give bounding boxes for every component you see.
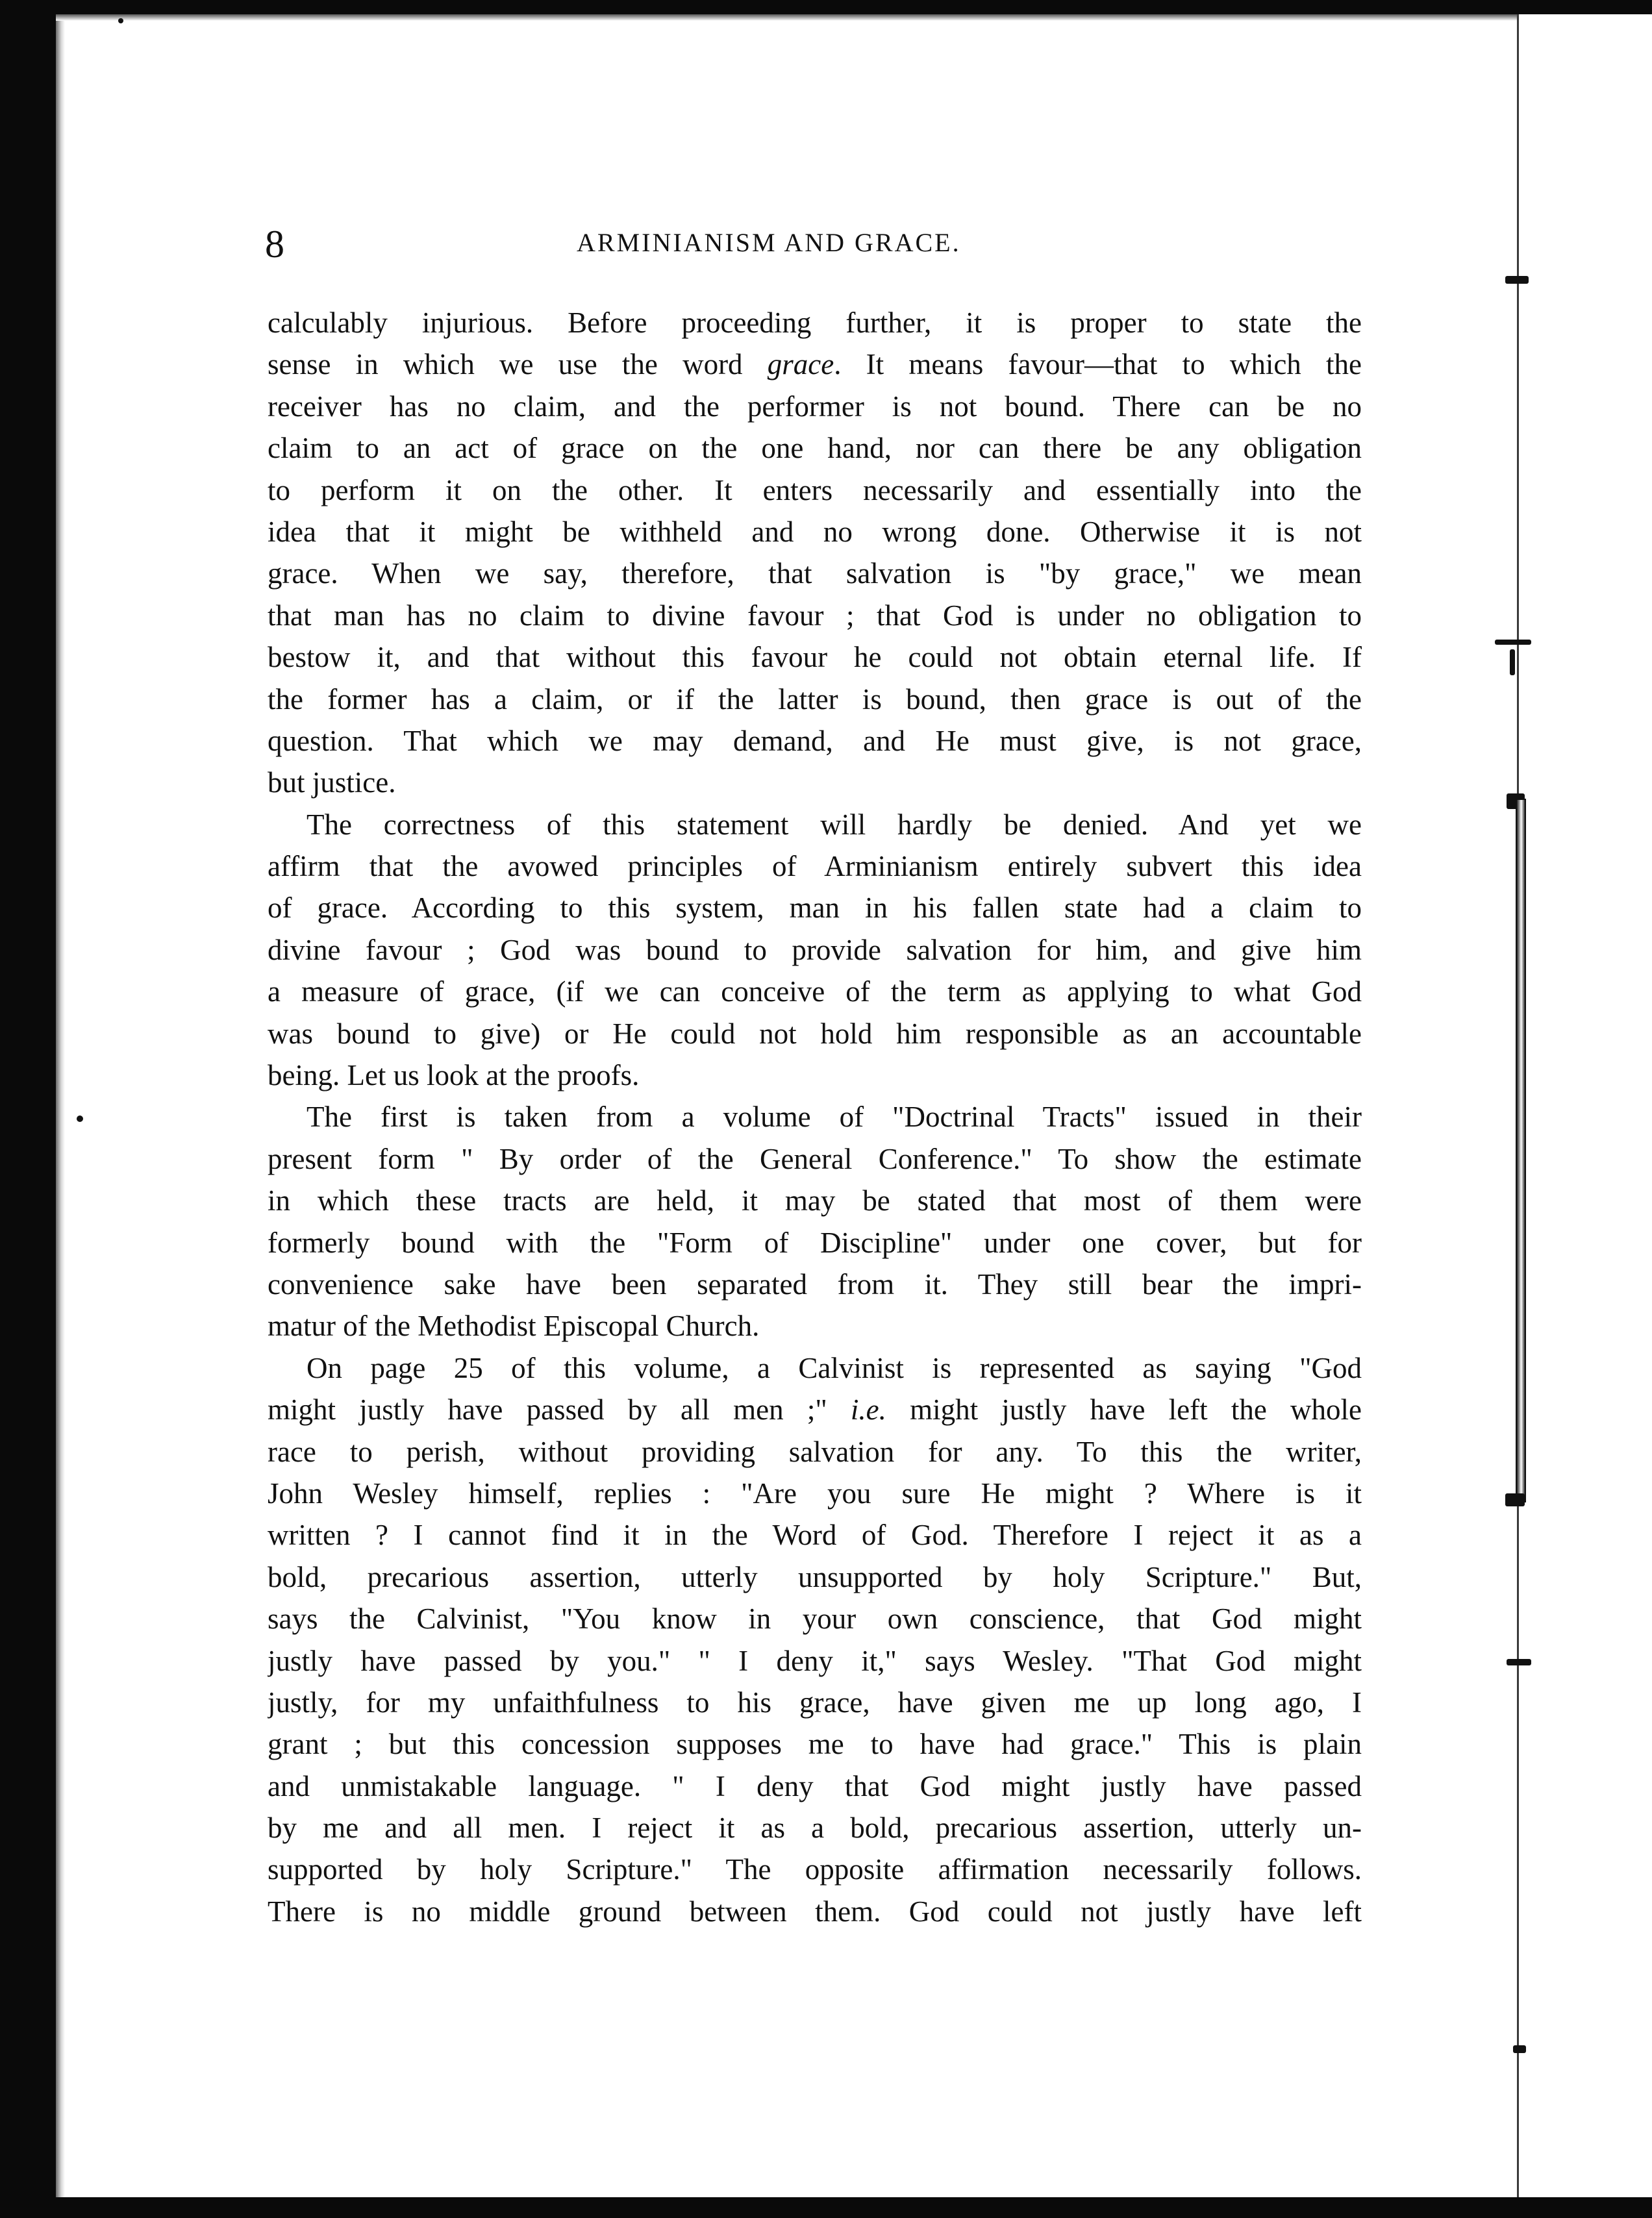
- text-line: On page 25 of this volume, a Calvinist is represented as saying "God: [307, 1351, 1362, 1384]
- text-line: There is no middle ground between them. God could not justly have left: [268, 1895, 1362, 1928]
- scan-border-top: [0, 0, 1652, 14]
- body-text: [268, 302, 1362, 1932]
- text-line: justly have passed by you." " I deny it," says Wesley. "That God might: [268, 1644, 1362, 1677]
- text-line: to perform it on the other. It enters necessarily and essentially into the: [268, 473, 1362, 506]
- text-line: but justice.: [268, 766, 396, 799]
- text-line: affirm that the avowed principles of Arminianism entirely subvert this idea: [268, 850, 1362, 883]
- binding-mark: [1505, 1493, 1525, 1506]
- binding-mark: [1510, 649, 1515, 675]
- text-line: in which these tracts are held, it may be stated that most of them were: [268, 1184, 1362, 1217]
- text-line: convenience sake have been separated from it. They still bear the impri-: [268, 1267, 1362, 1301]
- text-line: race to perish, without providing salvation for any. To this the writer,: [268, 1435, 1362, 1468]
- text-line: present form " By order of the General Conference." To show the estimate: [268, 1142, 1362, 1175]
- text-line: idea that it might be withheld and no wrong done. Otherwise it is not: [268, 515, 1362, 548]
- paragraph: [268, 804, 1362, 1097]
- text-line: supported by holy Scripture." The opposite affirmation necessarily follows.: [268, 1853, 1362, 1886]
- text-line: that man has no claim to divine favour ; that God is under no obligation to: [268, 599, 1362, 632]
- text-line: bestow it, and that without this favour he could not obtain eternal life. If: [268, 641, 1362, 674]
- binding-mark: [1495, 640, 1531, 645]
- text-line: the former has a claim, or if the latter is bound, then grace is out of the: [268, 682, 1362, 716]
- text-line: sense in which we use the word grace. It means favour—that to which the: [268, 348, 1362, 381]
- text-line: and unmistakable language. " I deny that God might justly have passed: [268, 1769, 1362, 1802]
- binding-mark: [1507, 1659, 1531, 1665]
- binding-mark: [1505, 276, 1529, 284]
- text-line: grant ; but this concession supposes me to have had grace." This is plain: [268, 1728, 1362, 1761]
- text-line: grace. When we say, therefore, that salvation is "by grace," we mean: [268, 557, 1362, 590]
- running-title: ARMINIANISM AND GRACE.: [577, 228, 961, 257]
- text-line: a measure of grace, (if we can conceive of the term as applying to what God: [268, 975, 1362, 1008]
- text-line: calculably injurious. Before proceeding further, it is proper to state the: [268, 306, 1362, 339]
- text-line: The correctness of this statement will hardly be denied. And yet we: [307, 808, 1362, 841]
- text-line: formerly bound with the "Form of Discipline" under one cover, but for: [268, 1226, 1362, 1259]
- page-edge-shadow-top: [56, 14, 1517, 21]
- text-line: receiver has no claim, and the performer is not bound. There can be no: [268, 390, 1362, 423]
- page-edge-shadow: [56, 14, 65, 2197]
- text-line: The first is taken from a volume of "Doctrinal Tracts" issued in their: [307, 1101, 1362, 1134]
- binding-mark: [1513, 2045, 1526, 2053]
- page-number: 8: [265, 223, 284, 266]
- text-line: claim to an act of grace on the one hand, nor can there be any obligation: [268, 432, 1362, 465]
- paragraph: [268, 1096, 1362, 1347]
- text-line: question. That which we may demand, and He must give, is not grace,: [268, 724, 1362, 757]
- binding-stitch-strip: [1516, 799, 1526, 1502]
- text-line: might justly have passed by all men ;" i.e. might justly have left the whole: [268, 1393, 1362, 1427]
- scan-border-left: [0, 0, 56, 2218]
- speck: [118, 18, 123, 23]
- text-line: was bound to give) or He could not hold him responsible as an accountable: [268, 1017, 1362, 1050]
- text-line: of grace. According to this system, man in his fallen state had a claim to: [268, 891, 1362, 925]
- paragraph: [268, 302, 1362, 804]
- text-line: being. Let us look at the proofs.: [268, 1059, 640, 1092]
- text-line: John Wesley himself, replies : "Are you sure He might ? Where is it: [268, 1477, 1362, 1510]
- text-line: matur of the Methodist Episcopal Church.: [268, 1310, 760, 1343]
- scan-border-bottom: [0, 2197, 1652, 2218]
- text-line: justly, for my unfaithfulness to his grace, have given me up long ago, I: [268, 1686, 1362, 1719]
- text-line: written ? I cannot find it in the Word of God. Therefore I reject it as a: [268, 1519, 1362, 1552]
- text-line: divine favour ; God was bound to provide salvation for him, and give him: [268, 933, 1362, 966]
- text-line: bold, precarious assertion, utterly unsupported by holy Scripture." But,: [268, 1560, 1362, 1593]
- text-line: by me and all men. I reject it as a bold, precarious assertion, utterly un-: [268, 1812, 1362, 1845]
- speck: [77, 1115, 83, 1122]
- paragraph: [268, 1347, 1362, 1932]
- text-line: says the Calvinist, "You know in your own conscience, that God might: [268, 1602, 1362, 1636]
